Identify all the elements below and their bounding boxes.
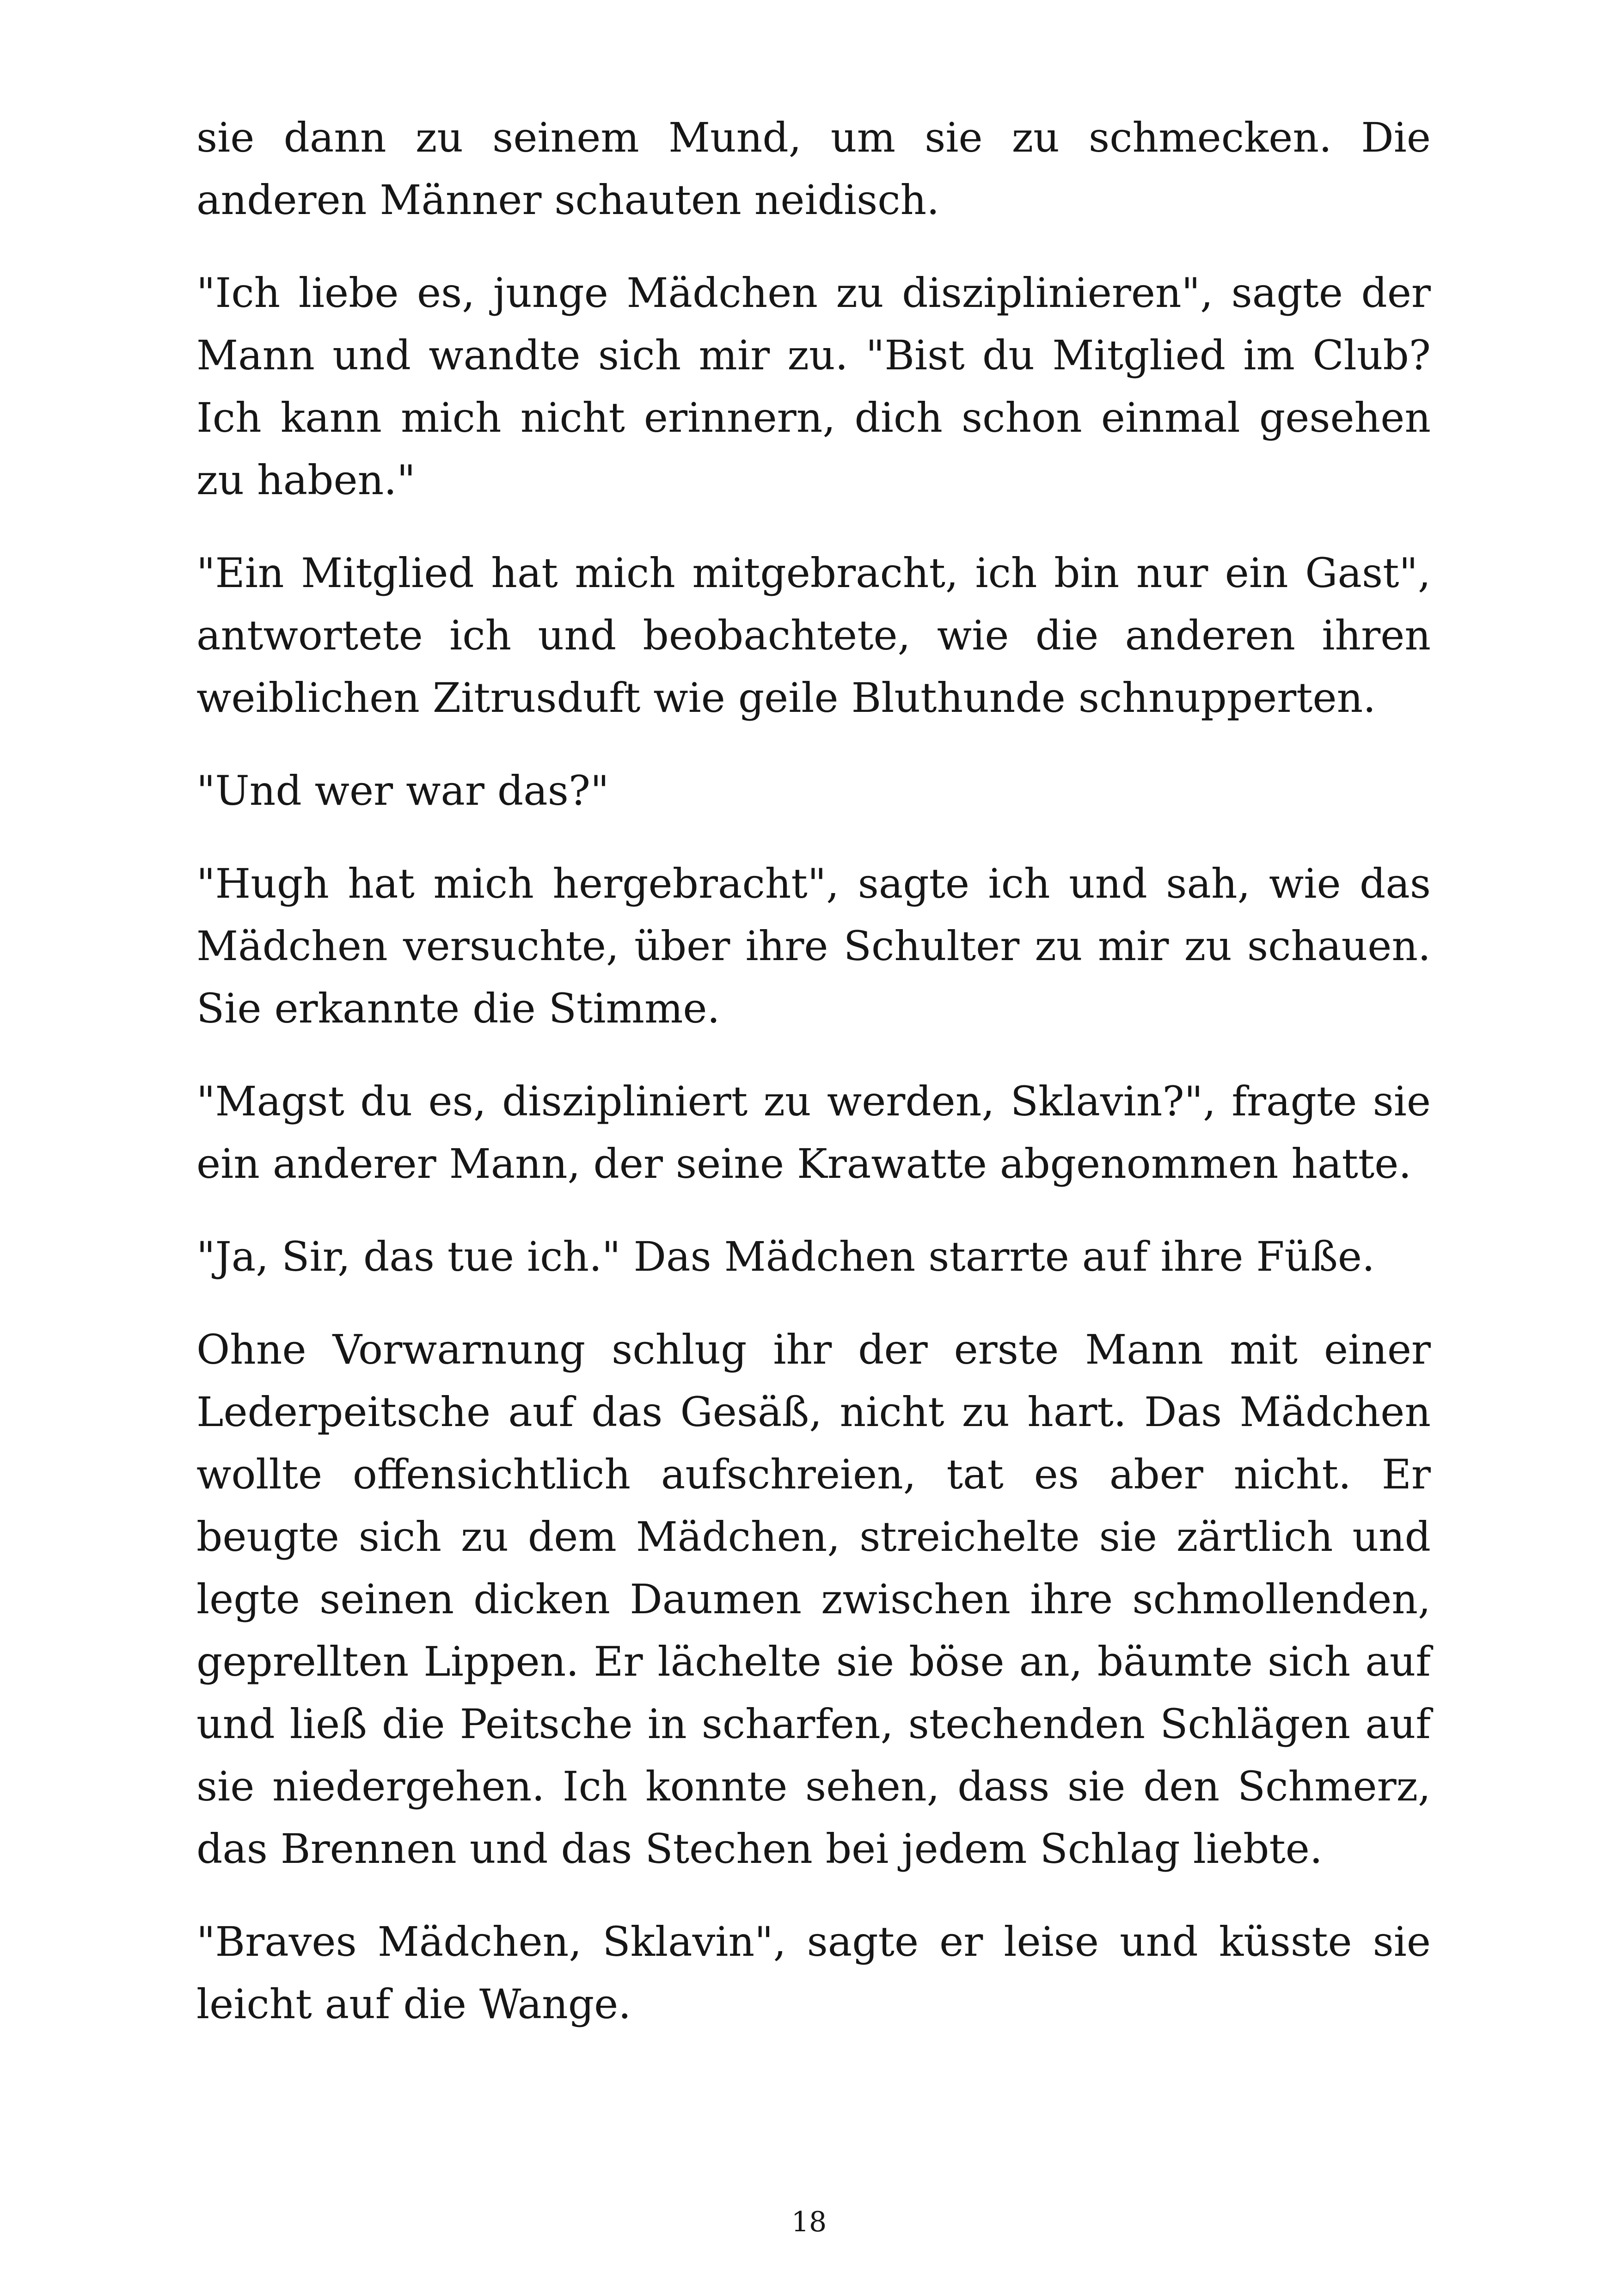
paragraph: "Und wer war das?" (196, 767, 609, 814)
paragraph: "Hugh hat mich hergebracht", sagte ich und sah, wie das Mädchen versuchte, über ihre Schulter zu mir zu schauen. Sie erkannte die Stimme. (196, 860, 1431, 1032)
page-text-body (196, 106, 1431, 2066)
paragraph: "Ja, Sir, das tue ich." Das Mädchen starrte auf ihre Füße. (196, 1233, 1375, 1280)
paragraph: Ohne Vorwarnung schlug ihr der erste Mann mit einer Lederpeitsche auf das Gesäß, nicht zu hart. Das Mädchen wollte offensichtlich aufschreien, tat es aber nicht. Er beugte sich zu dem Mädchen, streichelte sie zärtlich und legte seinen dicken Daumen zwischen ihre schmollenden, geprellten Lippen. Er lächelte sie böse an, bäumte sich auf und ließ die Peitsche in scharfen, stechenden Schlägen auf sie niedergehen. Ich konnte sehen, dass sie den Schmerz, das Brennen und das Stechen bei jedem Schlag liebte. (196, 1326, 1431, 1873)
paragraph: "Braves Mädchen, Sklavin", sagte er leise und küsste sie leicht auf die Wange. (196, 1918, 1431, 2028)
page-number: 18 (791, 2206, 827, 2238)
paragraph: sie dann zu seinem Mund, um sie zu schmecken. Die anderen Männer schauten neidisch. (196, 114, 1431, 224)
paragraph: "Ich liebe es, junge Mädchen zu disziplinieren", sagte der Mann und wandte sich mir zu. "Bist du Mitglied im Club? Ich kann mich nicht erinnern, dich schon einmal gesehen zu haben." (196, 269, 1431, 504)
paragraph: "Ein Mitglied hat mich mitgebracht, ich bin nur ein Gast", antwortete ich und beobachtete, wie die anderen ihren weiblichen Zitrusduft wie geile Bluthunde schnupperten. (196, 549, 1431, 722)
paragraph: "Magst du es, diszipliniert zu werden, Sklavin?", fragte sie ein anderer Mann, der seine Krawatte abgenommen hatte. (196, 1078, 1431, 1188)
